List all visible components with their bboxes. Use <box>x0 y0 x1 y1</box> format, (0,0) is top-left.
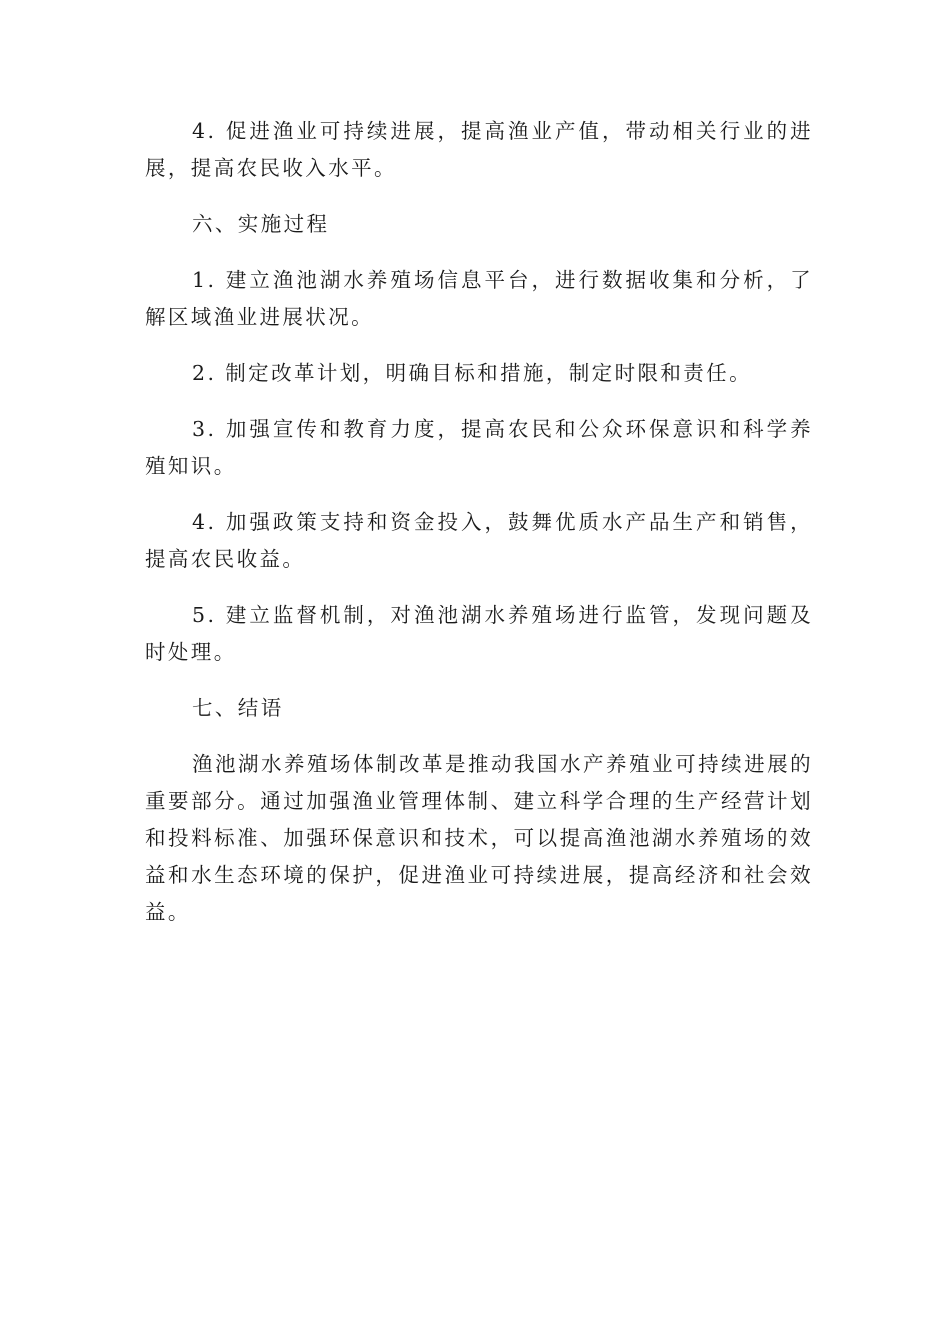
paragraph-step-1: 1. 建立渔池湖水养殖场信息平台，进行数据收集和分析，了解区域渔业进展状况。 <box>145 268 813 329</box>
paragraph-step-4: 4. 加强政策支持和资金投入，鼓舞优质水产品生产和销售，提高农民收益。 <box>145 510 813 571</box>
paragraph-step-3: 3. 加强宣传和教育力度，提高农民和公众环保意识和科学养殖知识。 <box>145 417 813 478</box>
paragraph-conclusion: 渔池湖水养殖场体制改革是推动我国水产养殖业可持续进展的重要部分。通过加强渔业管理体制、建立科学合理的生产经营计划和投料标准、加强环保意识和技术，可以提高渔池湖水养殖场的效益和水生态环境的保护，促进渔业可持续进展，提高经济和社会效益。 <box>145 752 813 924</box>
section-heading-implementation: 六、实施过程 <box>192 212 330 236</box>
document-page <box>145 113 813 931</box>
paragraph-item-4-goal: 4. 促进渔业可持续进展，提高渔业产值，带动相关行业的进展，提高农民收入水平。 <box>145 119 813 180</box>
paragraph-step-5: 5. 建立监督机制，对渔池湖水养殖场进行监管，发现问题及时处理。 <box>145 603 813 664</box>
paragraph-step-2: 2. 制定改革计划，明确目标和措施，制定时限和责任。 <box>192 361 752 385</box>
section-heading-conclusion: 七、结语 <box>192 696 284 720</box>
